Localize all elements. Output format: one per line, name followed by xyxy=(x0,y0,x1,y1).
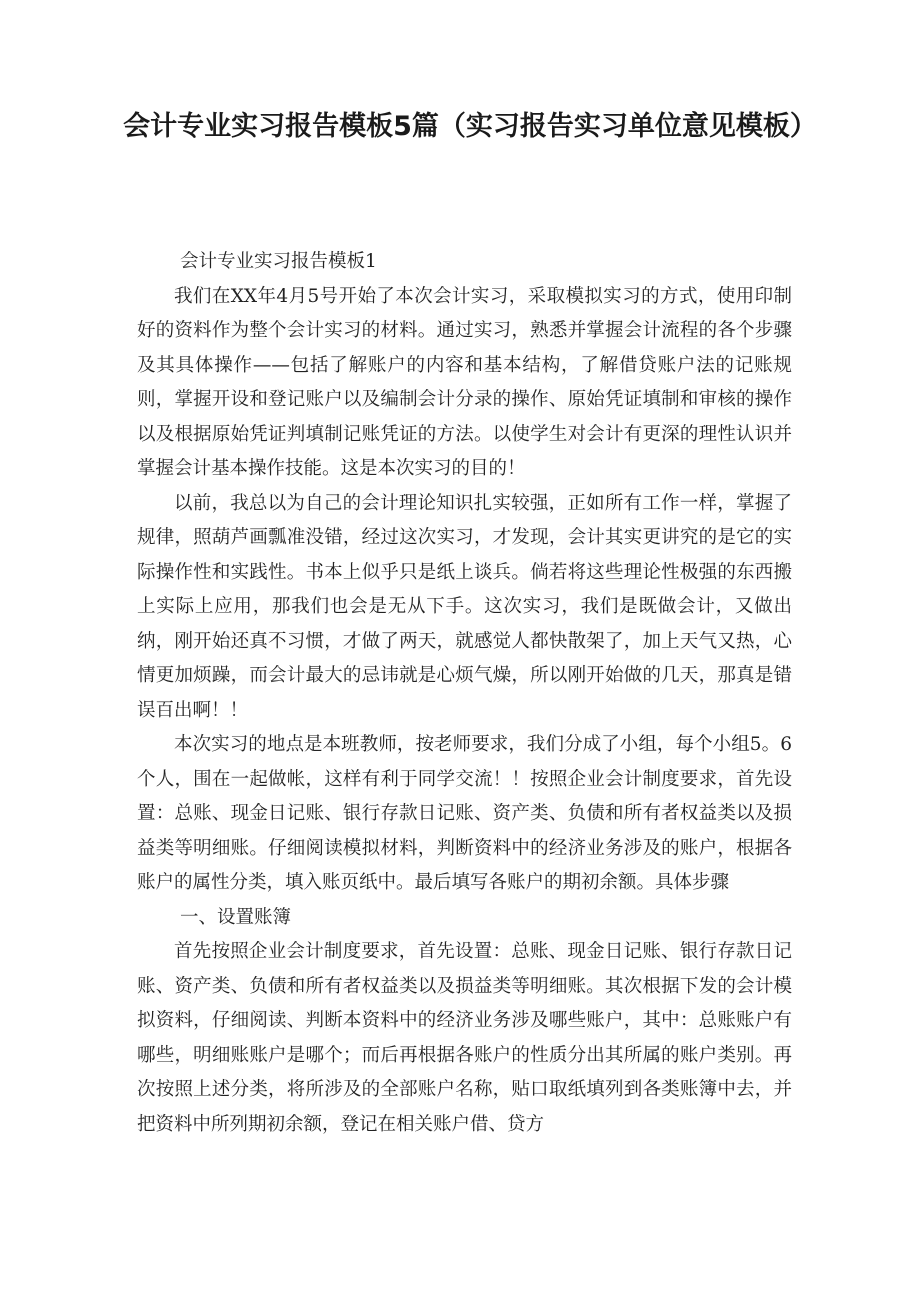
section-heading-template-1: 会计专业实习报告模板1 xyxy=(180,251,377,272)
section-heading-setup-ledgers: 一、设置账簿 xyxy=(180,906,292,928)
body-paragraph: 首先按照企业会计制度要求，首先设置：总账、现金日记账、银行存款日记账、资产类、负债和所有者权益类以及损益类等明细账。其次根据下发的会计模拟资料，仔细阅读、判断本资料中的经济业务涉及哪些账户，其中：总账账户有哪些，明细账账户是哪个；而后再根据各账户的性质分出其所属的账户类别。再次按照上述分类，将所涉及的全部账户名称，贴口取纸填列到各类账簿中去，并把资料中所列期初余额，登记在相关账户借、贷方 xyxy=(137,941,792,1135)
document-body xyxy=(137,245,792,1142)
document-title: 会计专业实习报告模板5篇（实习报告实习单位意见模板） xyxy=(123,111,817,142)
body-paragraph: 本次实习的地点是本班教师，按老师要求，我们分成了小组，每个小组5。6个人，围在一起做帐，这样有利于同学交流！！按照企业会计制度要求，首先设置：总账、现金日记账、银行存款日记账、资产类、负债和所有者权益类以及损益类等明细账。仔细阅读模拟材料，判断资料中的经济业务涉及的账户，根据各账户的属性分类，填入账页纸中。最后填写各账户的期初余额。具体步骤 xyxy=(137,734,792,893)
body-paragraph: 我们在XX年4月5号开始了本次会计实习，采取模拟实习的方式，使用印制好的资料作为整个会计实习的材料。通过实习，熟悉并掌握会计流程的各个步骤及其具体操作——包括了解账户的内容和基本结构，了解借贷账户法的记账规则，掌握开设和登记账户以及编制会计分录的操作、原始凭证填制和审核的操作以及根据原始凭证判填制记账凭证的方法。以使学生对会计有更深的理性认识并掌握会计基本操作技能。这是本次实习的目的！ xyxy=(137,285,792,479)
body-paragraph: 以前，我总以为自己的会计理论知识扎实较强，正如所有工作一样，掌握了规律，照葫芦画瓢准没错，经过这次实习，才发现，会计其实更讲究的是它的实际操作性和实践性。书本上似乎只是纸上谈兵。倘若将这些理论性极强的东西搬上实际上应用，那我们也会是无从下手。这次实习，我们是既做会计，又做出纳，刚开始还真不习惯，才做了两天，就感觉人都快散架了，加上天气又热，心情更加烦躁，而会计最大的忌讳就是心烦气燥，所以刚开始做的几天，那真是错误百出啊！！ xyxy=(137,492,792,721)
